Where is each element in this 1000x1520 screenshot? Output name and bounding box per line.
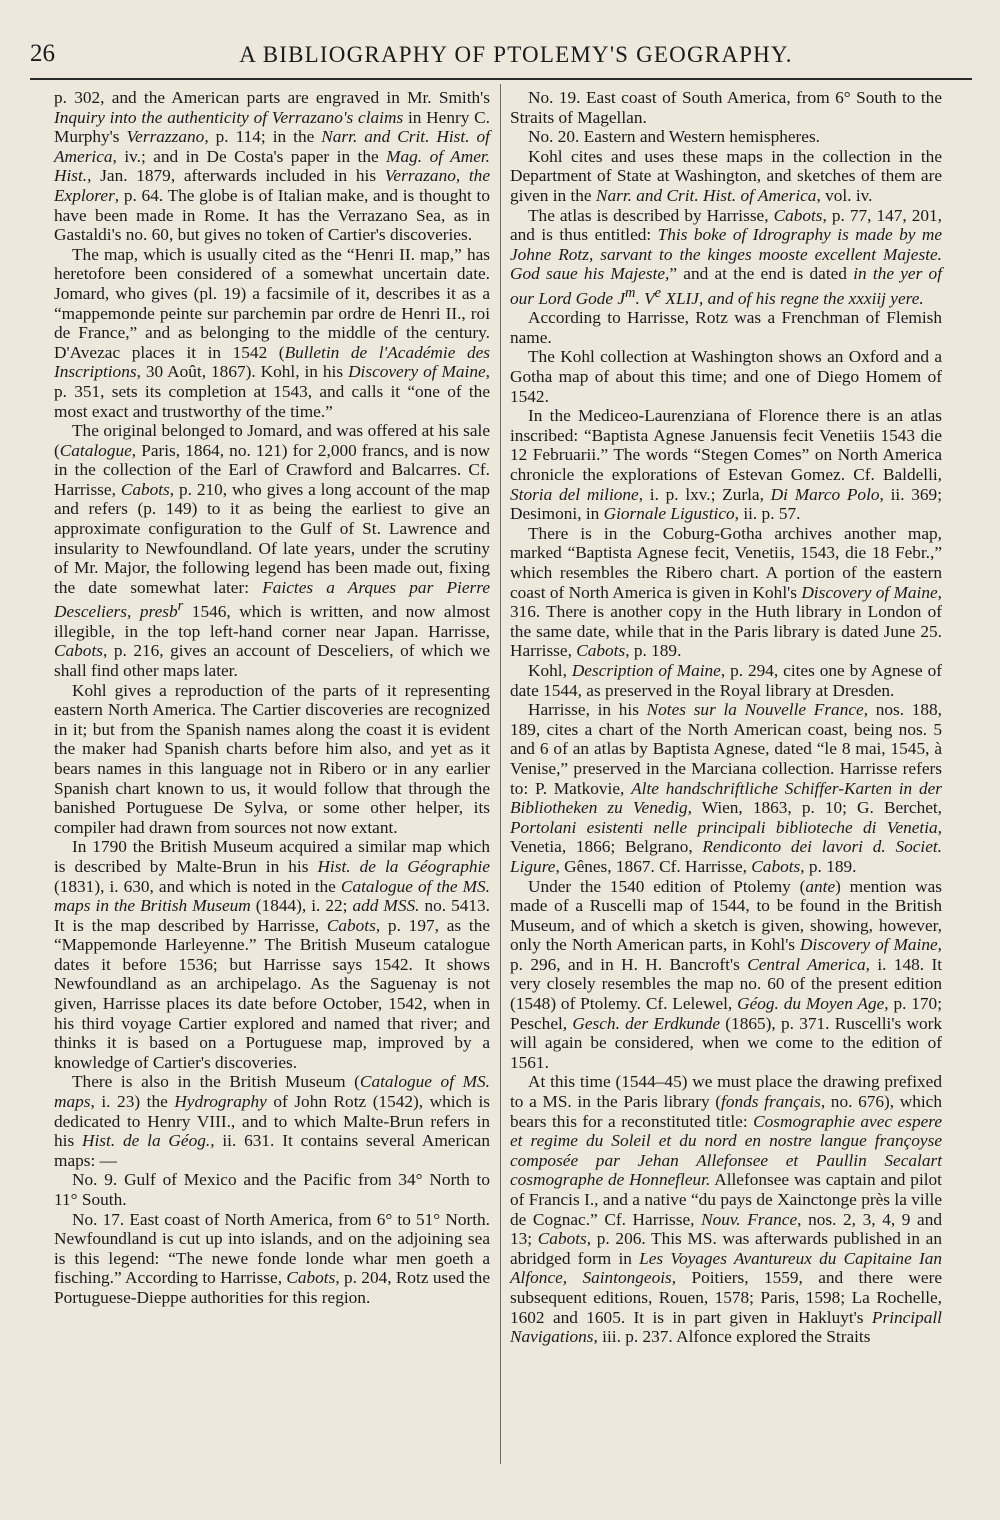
page-header — [30, 40, 972, 76]
paragraph: In the Mediceo-Laurenziana of Florence there is an atlas inscribed: “Baptista Agnese Januensis fecit Venetiis 1543 die 12 Februarii.” The words “Stegen Comes” on North America chronicle the explorations of Estevan Gomez. Cf. Baldelli, Storia del milione, i. p. lxv.; Zurla, Di Marco Polo, ii. 369; Desimoni, in Giornale Ligustico, ii. p. 57. — [510, 406, 942, 524]
paragraph: The atlas is described by Harrisse, Cabots, p. 77, 147, 201, and is thus entitled: This boke of Idrography is made by me Johne Rotz, sarvant to the kinges mooste excellent Majeste. God saue his Majeste,” and at the end is dated in the yer of our Lord Gode $J^m$. Ve XLIJ, and of his regne the xxxiij yere. — [510, 205, 942, 308]
page-number: 26 — [30, 40, 55, 67]
paragraph: In 1790 the British Museum acquired a similar map which is described by Malte-Brun in his Hist. de la Géographie (1831), i. 630, and which is noted in the Catalogue of the MS. maps in the British Museum (1844), i. 22; add MSS. no. 5413. It is the map described by Harrisse, Cabots, p. 197, as the “Mappemonde Harleyenne.” The British Museum catalogue dates it before 1536; but Harrisse says 1542. It shows Newfoundland as an archipelago. As the Saguenay is not given, Harrisse places its date before October, 1542, when in his third voyage Cartier explored and named that river; and thinks it is based on a Portuguese map, improved by a knowledge of Cartier's discoveries. — [54, 837, 490, 1072]
paragraph: There is also in the British Museum (Catalogue of MS. maps, i. 23) the Hydrography of John Rotz (1542), which is dedicated to Henry VIII., and to which Malte-Brun refers in his Hist. de la Géog., ii. 631. It contains several American maps: — — [54, 1072, 490, 1170]
paragraph: No. 20. Eastern and Western hemispheres. — [528, 127, 820, 147]
paragraph: The original belonged to Jomard, and was offered at his sale (Catalogue, Paris, 1864, no. 121) for 2,000 francs, and is now in the collection of the Earl of Crawford and Balcarres. Cf. Harrisse, Cabots, p. 210, who gives a long account of the map and refers (p. 149) to it as being the earliest to give an approximate configuration to the Gulf of St. Lawrence and insularity to Newfoundland. Of late years, under the scrutiny of Mr. Major, the following legend has been made out, fixing the date somewhat later: Faictes a Arques par Pierre Desceliers, presb$^r$ 1546, which is written, and now almost illegible, in the top left-hand corner near Japan. Harrisse, Cabots, p. 216, gives an account of Desceliers, of which we shall find other maps later. — [54, 421, 490, 680]
right-column — [510, 88, 942, 1347]
paragraph: Under the 1540 edition of Ptolemy (ante) mention was made of a Ruscelli map of 1544, to be found in the British Museum, and of which a sketch is given, showing, however, only the North American parts, in Kohl's Discovery of Maine, p. 296, and in H. H. Bancroft's Central America, i. 148. It very closely resembles the map no. 60 of the present edition (1548) of Ptolemy. Cf. Lelewel, Géog. du Moyen Age, p. 170; Peschel, Gesch. der Erdkunde (1865), p. 371. Ruscelli's work will again be considered, when we come to the edition of 1561. — [510, 876, 942, 1072]
paragraph: p. 302, and the American parts are engraved in Mr. Smith's Inquiry into the authenticity of Verrazano's claims in Henry C. Murphy's Verrazzano, p. 114; in the Narr. and Crit. Hist. of America, iv.; and in De Costa's paper in the Mag. of Amer. Hist., Jan. 1879, afterwards included in his Verrazano, the Explorer, p. 64. The globe is of Italian make, and is thought to have been made in Rome. It has the Verrazano Sea, as in Gastaldi's no. 60, but gives no token of Cartier's discoveries. — [54, 88, 490, 245]
paragraph: The map, which is usually cited as the “Henri II. map,” has heretofore been considered of a somewhat uncertain date. Jomard, who gives (pl. 19) a facsimile of it, describes it as a “mappemonde peinte sur parchemin par ordre de Henri II., roi de France,” and as belonging to the middle of the century. D'Avezac places it in 1542 (Bulletin de l'Académie des Inscriptions, 30 Août, 1867). Kohl, in his Discovery of Maine, p. 351, sets its completion at 1543, and calls it “one of the most exact and trustworthy of the time.” — [54, 244, 490, 421]
running-title: A BIBLIOGRAPHY OF PTOLEMY'S GEOGRAPHY. — [239, 42, 793, 67]
paragraph: According to Harrisse, Rotz was a Frenchman of Flemish name. — [510, 308, 942, 347]
paragraph: No. 9. Gulf of Mexico and the Pacific from 34° North to 11° South. — [54, 1170, 490, 1210]
header-rule — [30, 78, 972, 80]
paragraph: No. 19. East coast of South America, from 6° South to the Straits of Magellan. — [510, 88, 942, 127]
paragraph: No. 17. East coast of North America, from 6° to 51° North. Newfoundland is cut up into islands, and on the adjoining sea is this legend: “The newe fonde londe whar men goeth a fisching.” According to Harrisse, Cabots, p. 204, Rotz used the Portuguese-Dieppe authorities for this region. — [54, 1209, 490, 1307]
paragraph: Harrisse, in his Notes sur la Nouvelle France, nos. 188, 189, cites a chart of the North American coast, being nos. 5 and 6 of an atlas by Baptista Agnese, dated “le 8 mai, 1545, à Venise,” preserved in the Marciana collection. Harrisse refers to: P. Matkovie, Alte handschriftliche Schiffer-Karten in der Bibliotheken zu Venedig, Wien, 1863, p. 10; G. Berchet, Portolani esistenti nelle principali biblioteche di Venetia, Venetia, 1866; Belgrano, Rendiconto dei lavori d. Societ. Ligure, Gênes, 1867. Cf. Harrisse, Cabots, p. 189. — [510, 700, 942, 876]
column-divider — [500, 84, 501, 1464]
paragraph: The Kohl collection at Washington shows an Oxford and a Gotha map of about this time; and one of Diego Homem of 1542. — [510, 347, 942, 406]
paragraph: Kohl, Description of Maine, p. 294, cites one by Agnese of date 1544, as preserved in the Royal library at Dresden. — [510, 660, 943, 700]
paragraph: Kohl gives a reproduction of the parts of it representing eastern North America. The Cartier discoveries are recognized in it; but from the Spanish names along the coast it is evident the maker had Spanish charts before him also, and yet as it bears names in this language not in Ribero or in any earlier Spanish chart known to us, it would follow that through the banished Portuguese De Sylva, or some other helper, its compiler had drawn from sources not now extant. — [54, 680, 490, 837]
left-column — [54, 88, 490, 1308]
paragraph: Kohl cites and uses these maps in the collection in the Department of State at Washington, and sketches of them are given in the Narr. and Crit. Hist. of America, vol. iv. — [510, 146, 942, 205]
paragraph: There is in the Coburg-Gotha archives another map, marked “Baptista Agnese fecit, Venetiis, 1543, die 18 Febr.,” which resembles the Ribero chart. A portion of the eastern coast of North America is given in Kohl's Discovery of Maine, 316. There is another copy in the Huth library in London of the same date, while that in the Paris library is dated June 25. Harrisse, Cabots, p. 189. — [510, 523, 942, 661]
paragraph: At this time (1544–45) we must place the drawing prefixed to a MS. in the Paris library (fonds français, no. 676), which bears this for a reconstituted title: Cosmographie avec espere et regime du Soleil et du nord en nostre langue françoyse composée par Jehan Allefonsee et Paullin Secalart cosmographe de Honnefleur. Allefonsee was captain and pilot of Francis I., and a native “du pays de Xainctonge près la ville de Cognac.” Cf. Harrisse, Nouv. France, nos. 2, 3, 4, 9 and 13; Cabots, p. 206. This MS. was afterwards published in an abridged form in Les Voyages Avantureux du Capitaine Ian Alfonce, Saintongeois, Poitiers, 1559, and there were subsequent editions, Rouen, 1578; Paris, 1598; La Rochelle, 1602 and 1605. It is in part given in Hakluyt's Principall Navigations, iii. p. 237. Alfonce explored the Straits — [510, 1072, 943, 1347]
